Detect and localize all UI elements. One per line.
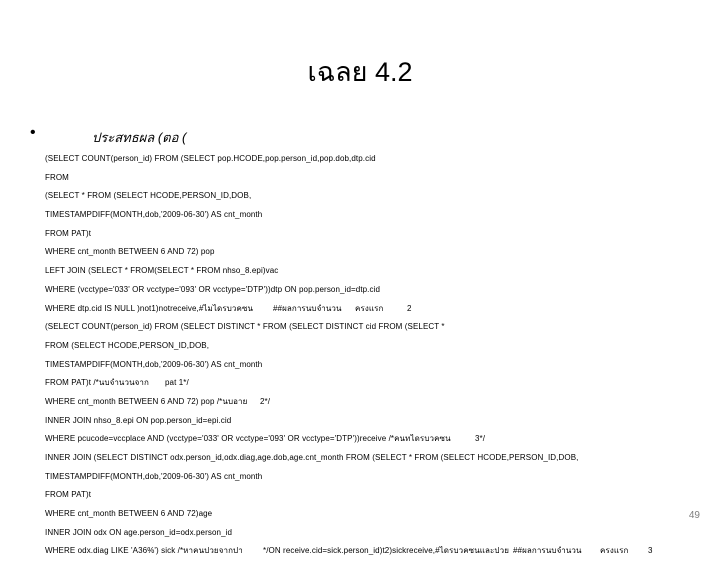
code-segment: pat 1*/ xyxy=(165,378,189,388)
code-segment: (SELECT * FROM (SELECT HCODE,PERSON_ID,DOB, xyxy=(45,191,252,201)
code-line xyxy=(45,206,705,225)
code-line xyxy=(45,300,705,319)
bullet-icon: • xyxy=(30,124,36,141)
code-segment: WHERE cnt_month BETWEEN 6 AND 72)age xyxy=(45,509,213,519)
code-line xyxy=(45,262,705,281)
code-line xyxy=(45,187,705,206)
code-segment: ##ผลการนบจำนวน xyxy=(273,303,342,313)
code-segment: WHERE cnt_month BETWEEN 6 AND 72) pop /*นบอาย xyxy=(45,396,248,406)
code-segment: INNER JOIN odx ON age.person_id=odx.person_id xyxy=(45,527,233,537)
page-number: 49 xyxy=(688,510,700,521)
bullet-heading: ประสทธผล (ตอ ( xyxy=(92,130,187,145)
code-segment: ครงแรก xyxy=(355,303,384,313)
code-line xyxy=(45,337,705,356)
code-line xyxy=(45,318,705,337)
code-line xyxy=(45,150,705,169)
slide-title: เฉลย 4.2 xyxy=(307,57,413,87)
code-line xyxy=(45,374,705,393)
code-segment: WHERE pcucode=vccplace AND (vcctype='033' OR vcctype='093' OR vcctype='DTP'))receive /*คนทไดรบวคซน xyxy=(45,434,451,444)
code-line xyxy=(45,281,705,300)
code-line xyxy=(45,542,705,561)
code-line xyxy=(45,356,705,375)
code-line xyxy=(45,430,705,449)
sql-code-block xyxy=(45,150,705,561)
code-line xyxy=(45,468,705,487)
code-segment: INNER JOIN (SELECT DISTINCT odx.person_id,odx.diag,age.dob,age.cnt_month FROM (SELECT * FROM (SELECT HCODE,PERSON_ID,DOB, xyxy=(45,453,579,462)
code-segment: 2 xyxy=(407,303,412,313)
code-segment: 2*/ xyxy=(260,396,271,406)
code-segment: WHERE (vcctype='033' OR vcctype='093' OR vcctype='DTP'))dtp ON pop.person_id=dtp.cid xyxy=(45,284,381,294)
code-segment: (SELECT COUNT(person_id) FROM (SELECT DISTINCT * FROM (SELECT DISTINCT cid FROM (SELECT * xyxy=(45,322,445,332)
code-segment: WHERE cnt_month BETWEEN 6 AND 72) pop xyxy=(45,247,215,257)
code-segment: TIMESTAMPDIFF(MONTH,dob,'2009-06-30') AS cnt_month xyxy=(45,359,263,369)
code-line xyxy=(45,486,705,505)
code-line xyxy=(45,393,705,412)
code-segment: FROM (SELECT HCODE,PERSON_ID,DOB, xyxy=(45,340,210,350)
code-segment: WHERE dtp.cid IS NULL )not1)notreceive,#ไมไดรบวคซน xyxy=(45,303,254,313)
code-segment: 3*/ xyxy=(475,434,486,444)
code-segment: TIMESTAMPDIFF(MONTH,dob,'2009-06-30') AS cnt_month xyxy=(45,210,263,220)
code-line xyxy=(45,412,705,431)
code-segment: FROM xyxy=(45,172,69,182)
code-segment: FROM PAT)t xyxy=(45,228,92,238)
code-segment: 3 xyxy=(648,546,653,556)
code-line xyxy=(45,505,705,524)
code-line xyxy=(45,169,705,188)
code-segment: TIMESTAMPDIFF(MONTH,dob,'2009-06-30') AS cnt_month xyxy=(45,471,263,481)
code-segment: INNER JOIN nhso_8.epi ON pop.person_id=epi.cid xyxy=(45,415,232,425)
code-line xyxy=(45,449,705,468)
code-line xyxy=(45,225,705,244)
code-segment: LEFT JOIN (SELECT * FROM(SELECT * FROM nhso_8.epi)vac xyxy=(45,266,279,276)
code-segment: FROM PAT)t xyxy=(45,490,92,500)
code-segment: ครงแรก xyxy=(600,546,629,556)
code-segment: WHERE odx.diag LIKE 'A36%') sick /*หาคนปวยจากปา xyxy=(45,546,243,556)
code-segment: (SELECT COUNT(person_id) FROM (SELECT pop.HCODE,pop.person_id,pop.dob,dtp.cid xyxy=(45,154,376,163)
code-segment: */ON receive.cid=sick.person_id)t2)sickreceive,#ไดรบวคซนและปวย xyxy=(263,546,509,556)
code-segment: ##ผลการนบจำนวน xyxy=(513,546,582,556)
code-line xyxy=(45,243,705,262)
code-segment: FROM PAT)t /*นบจำนวนจาก xyxy=(45,378,149,388)
